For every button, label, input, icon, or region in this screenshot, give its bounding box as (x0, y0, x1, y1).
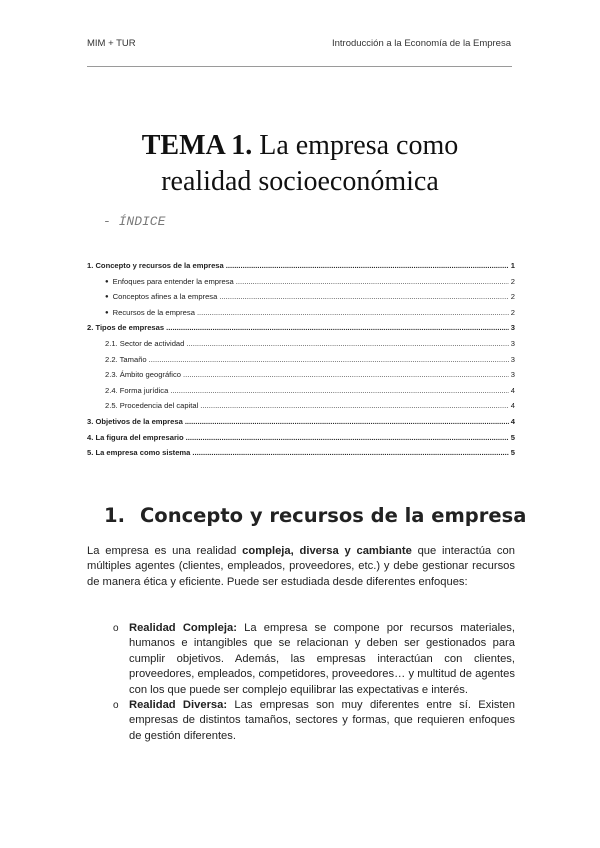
toc-entry[interactable] (87, 417, 515, 433)
toc-leader (185, 417, 509, 426)
toc-entry[interactable] (87, 277, 515, 293)
toc-leader (186, 339, 508, 348)
toc-label: 2. Tipos de empresas (87, 323, 165, 333)
toc-entry[interactable] (87, 448, 515, 464)
header-divider (87, 66, 512, 67)
toc-page: 2 (510, 292, 515, 302)
toc-page: 5 (510, 432, 515, 442)
toc-leader (186, 433, 509, 442)
toc-label: ● Enfoques para entender la empresa (105, 277, 234, 286)
toc-page: 3 (510, 338, 515, 348)
toc-page: 1 (510, 261, 515, 270)
toc-leader (200, 401, 508, 410)
bullet-term: Realidad Compleja: (129, 622, 237, 634)
toc-page: 3 (510, 323, 515, 333)
toc-leader (226, 261, 509, 270)
list-item (113, 621, 515, 698)
header-right: Introducción a la Economía de la Empresa (331, 38, 511, 49)
toc-leader (197, 308, 509, 317)
toc-entry[interactable] (87, 261, 515, 277)
toc-leader (166, 323, 509, 332)
toc-entry[interactable] (87, 401, 515, 417)
table-of-contents (87, 261, 515, 464)
index-heading: - ÍNDICE (103, 214, 166, 229)
intro-text-after: que interactúa con múltiples agentes (clientes, empleados, proveedores, etc.) y debe gestionar recursos de manera ética y eficiente. Puede ser estudiada desde diferentes enfoques: (87, 545, 515, 588)
toc-page: 2 (510, 276, 515, 286)
toc-entry[interactable] (87, 292, 515, 308)
intro-text-before: La empresa es una realidad (87, 545, 243, 557)
toc-label: 3. Objetivos de la empresa (87, 416, 183, 426)
bullet-term: Realidad Diversa: (129, 699, 228, 712)
toc-entry[interactable] (87, 386, 515, 402)
bullet-list (113, 621, 515, 744)
toc-entry[interactable] (87, 323, 515, 339)
toc-leader (192, 448, 508, 457)
bullet-text: La empresa se compone por recursos materiales, humanos e intangibles que se relacionan y deben ser gestionados para cumplir objetivos. Además, las empresas interactúan con clientes, proveedores, empleados, competidores, proveedores… y multitud de agentes con los que puede ser complejo equilibrar las expectativas e interés. (129, 622, 515, 696)
toc-leader (183, 370, 509, 379)
toc-label: 2.1. Sector de actividad (105, 338, 185, 348)
toc-leader (149, 355, 509, 364)
toc-label: ● Recursos de la empresa (105, 308, 195, 317)
toc-label: 2.3. Ámbito geográfico (105, 370, 181, 380)
toc-entry[interactable] (87, 308, 515, 324)
title-rest: La empresa como (252, 130, 459, 161)
toc-page: 4 (510, 416, 515, 426)
toc-page: 3 (510, 370, 515, 380)
section-number: 1. (104, 504, 125, 527)
bullet-marker: o (113, 623, 119, 634)
bullet-text: Las empresas son muy diferentes entre sí. Existen empresas de distintos tamaños, sectores y formas, que requieren enfoques de gestión diferentes. (129, 699, 515, 742)
toc-leader (219, 292, 508, 301)
toc-label: 1. Concepto y recursos de la empresa (87, 261, 224, 270)
toc-label: 4. La figura del empresario (87, 432, 184, 442)
page-title (60, 128, 540, 200)
list-item (113, 698, 515, 744)
toc-page: 4 (510, 385, 515, 395)
toc-entry[interactable] (87, 433, 515, 449)
toc-entry[interactable] (87, 370, 515, 386)
toc-page: 5 (510, 448, 515, 458)
toc-page: 4 (510, 401, 515, 411)
bullet-marker: o (113, 700, 119, 712)
toc-label: 2.4. Forma jurídica (105, 385, 169, 395)
toc-leader (170, 386, 508, 395)
intro-bold: compleja, diversa y cambiante (242, 545, 412, 557)
section-heading (104, 504, 526, 527)
toc-label: 2.2. Tamaño (105, 354, 147, 364)
toc-label: 5. La empresa como sistema (87, 448, 191, 458)
header-left: MIM + TUR (87, 38, 136, 49)
toc-label: 2.5. Procedencia del capital (105, 401, 199, 411)
toc-page: 3 (510, 354, 515, 364)
toc-entry[interactable] (87, 355, 515, 371)
toc-page: 2 (510, 307, 515, 317)
section-title: Concepto y recursos de la empresa (140, 504, 527, 527)
toc-leader (236, 277, 509, 286)
title-strong: TEMA 1. (141, 130, 253, 161)
intro-paragraph (87, 544, 515, 590)
toc-label: ● Conceptos afines a la empresa (105, 292, 217, 301)
toc-entry[interactable] (87, 339, 515, 355)
title-line-1 (60, 128, 540, 164)
title-line-2: realidad socioeconómica (161, 166, 439, 197)
